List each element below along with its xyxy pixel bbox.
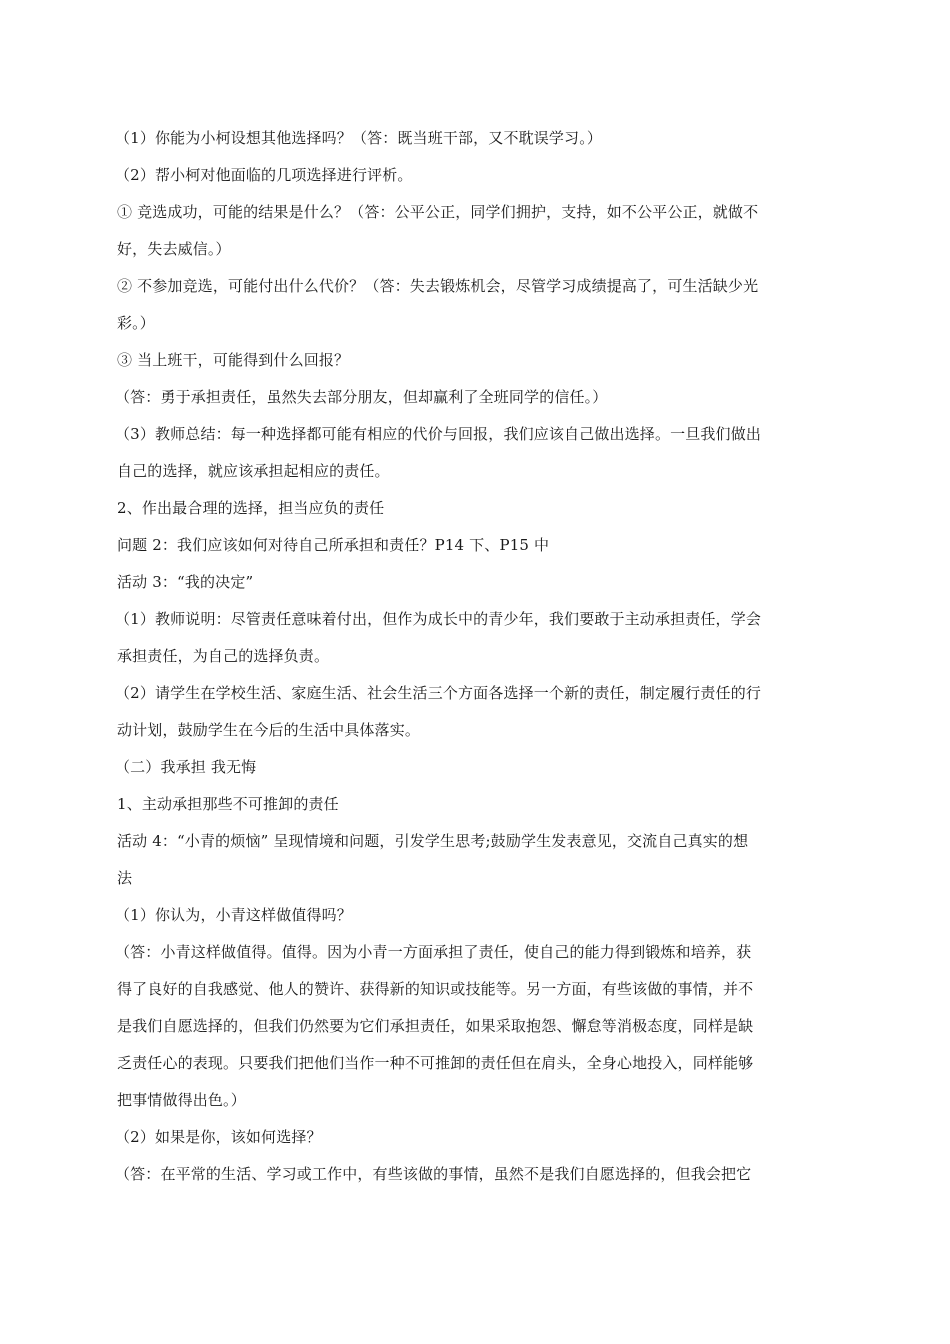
section-heading: 2、作出最合理的选择，担当应负的责任 (117, 499, 385, 517)
text-line: 得了良好的自我感觉、他人的赞许、获得新的知识或技能等。另一方面，有些该做的事情，并不 (117, 980, 754, 998)
text-line: 自己的选择，就应该承担起相应的责任。 (117, 462, 390, 480)
text-line: 问题 2：我们应该如何对待自己所承担和责任？P14 下、P15 中 (117, 536, 550, 554)
text-line: 彩。） (117, 314, 155, 332)
document-body (117, 120, 837, 1193)
text-line: 活动 4：“小青的烦恼” 呈现情境和问题，引发学生思考;鼓励学生发表意见，交流自己真实的想 (117, 832, 749, 850)
text-line: （3）教师总结：每一种选择都可能有相应的代价与回报，我们应该自己做出选择。一旦我们做出 (115, 425, 761, 443)
text-line: 动计划，鼓励学生在今后的生活中具体落实。 (117, 721, 421, 739)
text-line: （答：勇于承担责任，虽然失去部分朋友，但却赢利了全班同学的信任。） (115, 388, 608, 406)
section-heading: （二）我承担 我无悔 (115, 758, 257, 776)
text-line: 承担责任，为自己的选择负责。 (117, 647, 330, 665)
text-line: （1）你认为，小青这样做值得吗？ (115, 906, 352, 924)
text-line: 法 (117, 869, 133, 887)
text-line: 活动 3：“我的决定” (117, 573, 254, 591)
text-line: 好，失去威信。） (117, 240, 231, 258)
text-line: ② 不参加竞选，可能付出什么代价？（答：失去锻炼机会，尽管学习成绩提高了，可生活缺少光 (117, 277, 759, 295)
text-line: （答：在平常的生活、学习或工作中，有些该做的事情，虽然不是我们自愿选择的，但我会把它 (115, 1165, 752, 1183)
text-line: ① 竞选成功，可能的结果是什么？（答：公平公正，同学们拥护，支持，如不公平公正，就做不 (117, 203, 759, 221)
text-line: （答：小青这样做值得。值得。因为小青一方面承担了责任，使自己的能力得到锻炼和培养，获 (115, 943, 752, 961)
text-line: （1）你能为小柯设想其他选择吗？（答：既当班干部，又不耽误学习。） (115, 129, 602, 147)
text-line: （1）教师说明：尽管责任意味着付出，但作为成长中的青少年，我们要敢于主动承担责任，学会 (115, 610, 761, 628)
text-line: （2）帮小柯对他面临的几项选择进行评析。 (115, 166, 413, 184)
text-line: （2）如果是你，该如何选择？ (115, 1128, 322, 1146)
section-heading: 1、主动承担那些不可推卸的责任 (117, 795, 339, 813)
text-line: 是我们自愿选择的，但我们仍然要为它们承担责任，如果采取抱怨、懈怠等消极态度，同样是缺 (117, 1017, 754, 1035)
text-line: 把事情做得出色。） (117, 1091, 246, 1109)
text-line: ③ 当上班干，可能得到什么回报？ (117, 351, 350, 369)
text-line: （2）请学生在学校生活、家庭生活、社会生活三个方面各选择一个新的责任，制定履行责任的行 (115, 684, 761, 702)
text-line: 乏责任心的表现。只要我们把他们当作一种不可推卸的责任但在肩头，全身心地投入，同样能够 (117, 1054, 754, 1072)
